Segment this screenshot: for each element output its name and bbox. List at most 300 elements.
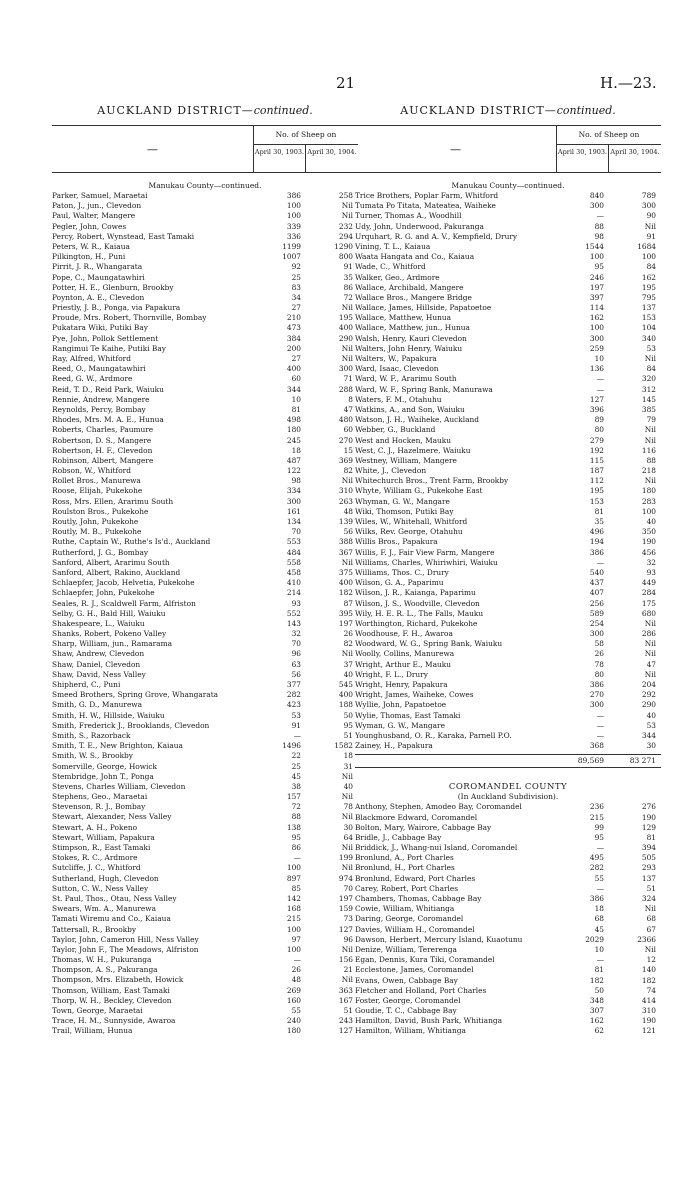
section-heading: Manukau County—continued. [148, 181, 262, 190]
sheep-1904: 789 [641, 191, 656, 200]
sheep-1904: Nil [644, 435, 656, 445]
table-row [355, 303, 661, 313]
sheep-1904: 197 [338, 618, 353, 628]
sheep-1904: Nil [644, 618, 656, 628]
sheep-1903: 840 [589, 191, 604, 200]
owner-name: Rollet Bros., Manurewa [52, 476, 141, 486]
sheep-1903: 100 [286, 201, 301, 211]
table-row [52, 619, 358, 629]
owner-name: Wallace, James, Hillside, Papatoetoe [355, 303, 492, 313]
sheep-1904: 312 [641, 384, 656, 394]
owner-name: Shaw, Daniel, Clevedon [52, 659, 141, 669]
owner-name: Smith, H. W., Hillside, Waiuku [52, 710, 165, 720]
sheep-1904: 79 [646, 415, 656, 425]
table-row [52, 222, 358, 232]
table-body [52, 191, 358, 1037]
sheep-1904: 159 [338, 904, 353, 914]
table-row [52, 833, 358, 843]
table-row [355, 242, 661, 252]
sheep-1903: 282 [589, 863, 604, 873]
table-row [52, 904, 358, 914]
sheep-1903: 10 [594, 944, 604, 954]
owner-name: Woodward, W. G., Spring Bank, Waiuku [355, 639, 503, 649]
table-row [355, 486, 661, 496]
sheep-1904: 100 [641, 252, 656, 262]
owner-name: Thomson, William, East Tamaki [52, 985, 170, 995]
sheep-1904: 263 [338, 496, 353, 506]
name-column-header: — [355, 126, 557, 172]
owner-name: Robinson, Albert, Mangere [52, 455, 154, 465]
sheep-1904: 292 [641, 690, 656, 700]
sheep-1904: 121 [641, 1026, 656, 1036]
owner-name: Roulston Bros., Pukekohe [52, 506, 149, 516]
sheep-1904: 12 [646, 955, 656, 965]
owner-name: Waata Hangata and Co., Kaiaua [355, 252, 475, 262]
table-row [52, 588, 358, 598]
left-column [52, 104, 358, 1037]
owner-name: Wilks, Rev. George, Otahuhu [355, 527, 463, 537]
table-row [355, 334, 661, 344]
sheep-1903: 45 [291, 771, 301, 781]
sheep-1903: 48 [291, 975, 301, 985]
sheep-1903: 83 [291, 282, 301, 292]
total-1904: 83 271 [629, 756, 656, 766]
sheep-1904: 197 [338, 893, 353, 903]
sheep-1903: 240 [286, 1016, 301, 1026]
sheep-1903: 10 [594, 354, 604, 363]
owner-name: Hamilton, William, Whitianga [355, 1026, 466, 1036]
table-row [52, 772, 358, 782]
owner-name: Wiki, Thomson, Putiki Bay [355, 506, 454, 516]
sheep-1903: 487 [286, 455, 301, 465]
sheep-1903: 194 [589, 537, 604, 547]
sheep-1903: 236 [589, 802, 604, 812]
right-column [355, 104, 661, 1037]
sheep-1904: 449 [641, 578, 656, 588]
sheep-1904: 53 [646, 720, 656, 730]
table-row [52, 731, 358, 741]
owner-name: Town, George, Maraetai [52, 1006, 143, 1015]
sheep-1904: 93 [646, 567, 656, 577]
total-row [355, 754, 661, 768]
owner-name: Stembridge, John T., Ponga [52, 771, 154, 781]
report-reference: H.—23. [600, 74, 657, 92]
table-row [52, 884, 358, 894]
sheep-1904: 86 [343, 282, 353, 292]
owner-name: Fletcher and Holland, Port Charles [355, 985, 487, 995]
sheep-1903: 282 [286, 690, 301, 700]
table-row [52, 283, 358, 293]
year-1903-header: April 30, 1903. [557, 145, 609, 172]
table-row [52, 507, 358, 517]
table-row [52, 364, 358, 374]
sheep-1904: 167 [338, 995, 353, 1005]
owner-name: Chambers, Thomas, Cabbage Bay [355, 894, 482, 903]
owner-name: Watson, J. H., Waiheke, Auckland [355, 415, 479, 425]
owner-name: Trace, H. M., Sunnyside, Awaroa [52, 1016, 176, 1026]
owner-name: Pegler, John, Cowes [52, 221, 127, 231]
owner-name: Zainey, H., Papakura [355, 741, 433, 751]
sheep-1904: 71 [343, 374, 353, 384]
sheep-1903: 498 [286, 415, 301, 425]
table-row [52, 741, 358, 751]
sheep-1904: 375 [338, 567, 353, 577]
sheep-1903: 72 [291, 802, 301, 812]
sheep-1904: 129 [641, 822, 656, 832]
sheep-1904: Nil [341, 303, 353, 313]
table-row [52, 323, 358, 333]
sheep-1903: 246 [589, 272, 604, 282]
owner-name: Wyllie, John, Papatoetoe [355, 700, 447, 710]
sheep-1903: — [596, 710, 604, 720]
owner-name: Walker, Geo., Ardmore [355, 272, 440, 282]
owner-name: Thorp, W. H., Beckley, Clevedon [52, 995, 172, 1005]
sheep-1903: — [596, 384, 604, 394]
sheep-1903: 397 [589, 292, 604, 302]
table-row [355, 863, 661, 873]
table-row [355, 548, 661, 558]
owner-name: Bolton, Mary, Wairore, Cabbage Bay [355, 822, 492, 832]
sheep-1904: 84 [646, 364, 656, 374]
table-row [355, 201, 661, 211]
sheep-1904: 53 [646, 343, 656, 353]
owner-name: Ruthe, Captain W., Ruthe's Is'd., Auckland [52, 537, 211, 547]
district-heading: AUCKLAND DISTRICT—continued. [400, 104, 616, 117]
owner-name: Shipherd, C., Puni [52, 680, 121, 689]
owner-name: Woolly, Collins, Manurewa [355, 649, 455, 659]
table-row [355, 904, 661, 914]
sheep-1903: 143 [286, 618, 301, 628]
table-row [52, 578, 358, 588]
sheep-1903: — [596, 374, 604, 384]
owner-name: Willis, F. J., Fair View Farm, Mangere [355, 547, 495, 557]
sheep-1903: 386 [589, 894, 604, 903]
sheep-1903: 153 [589, 496, 604, 506]
owner-name: Trice Brothers, Poplar Farm, Whitford [355, 191, 499, 200]
owner-name: Robertson, D. S., Mangere [52, 435, 152, 445]
owner-name: Stevenson, R. J., Bombay [52, 802, 146, 812]
sheep-1904: 320 [641, 374, 656, 384]
sheep-1903: 300 [589, 629, 604, 639]
table-row [355, 415, 661, 425]
table-row [52, 782, 358, 792]
sheep-1904: 21 [343, 965, 353, 975]
table-row [355, 252, 661, 262]
table-row [355, 670, 661, 680]
sheep-1904: Nil [644, 354, 656, 363]
table-row [52, 568, 358, 578]
table-header [355, 125, 661, 173]
sheep-1904: Nil [341, 211, 353, 221]
sheep-1904: 81 [646, 832, 656, 842]
owner-name: West and Hocken, Mauku [355, 435, 452, 445]
sheep-1904: 74 [646, 985, 656, 995]
sheep-1903: 256 [589, 598, 604, 608]
sheep-1903: 134 [286, 517, 301, 526]
owner-name: Peters, W. R., Kaiaua [52, 241, 130, 251]
sheep-1903: — [293, 730, 301, 740]
sheep-1903: 112 [589, 476, 604, 486]
sheep-1904: 78 [343, 802, 353, 812]
owner-name: Somerville, George, Howick [52, 761, 158, 771]
sheep-1903: 300 [589, 333, 604, 343]
owner-name: Proude, Mrs. Robert, Thornville, Bombay [52, 313, 207, 323]
table-row [355, 313, 661, 323]
owner-name: Sutcliffe, J. C., Whitford [52, 863, 141, 873]
owner-name: Potter, H. E., Glenburn, Brookby [52, 282, 174, 292]
sheep-1904: 344 [641, 730, 656, 740]
table-row [355, 639, 661, 649]
owner-name: Taylor, John F., The Meadows, Alfriston [52, 944, 199, 954]
owner-name: Thomas, W. H., Pukuranga [52, 955, 152, 965]
table-row [355, 222, 661, 232]
table-row [52, 751, 358, 761]
owner-name: Anthony, Stephen, Amodeo Bay, Coromandel [355, 802, 522, 812]
sheep-1904: 394 [641, 843, 656, 853]
sheep-1903: 162 [589, 1016, 604, 1026]
sheep-1903: 215 [589, 812, 604, 822]
sheep-1904: 127 [338, 924, 353, 934]
year-1904-header: April 30, 1904. [610, 148, 660, 156]
year-1904-header: April 30, 1904. [307, 148, 357, 156]
sheep-1903: 168 [286, 904, 301, 914]
sheep-1904: 300 [338, 364, 353, 374]
owner-name: Seales, R. J., Scaldwell Farm, Alfriston [52, 598, 196, 608]
table-row [355, 354, 661, 364]
owner-name: Ward, W. F., Spring Bank, Manurawa [355, 384, 493, 394]
table-row [355, 629, 661, 639]
owner-name: Wade, C., Whitford [355, 262, 426, 272]
sheep-1903: — [596, 843, 604, 853]
owner-name: Ray, Alfred, Whitford [52, 354, 131, 363]
sheep-1904: 199 [338, 853, 353, 863]
sheep-1904: 243 [338, 1016, 353, 1026]
sheep-1904: 88 [646, 455, 656, 465]
owner-name: Turner, Thomas A., Woodhill [355, 211, 462, 221]
sheep-1903: 58 [594, 639, 604, 649]
table-row [52, 762, 358, 772]
table-row [52, 497, 358, 507]
sheep-1903: 407 [589, 588, 604, 598]
table-row [52, 680, 358, 690]
owner-name: Webber, G., Buckland [355, 425, 436, 435]
table-row [52, 894, 358, 904]
sheep-1904: Nil [644, 221, 656, 231]
owner-name: Paul, Walter, Mangere [52, 211, 136, 221]
table-body [355, 802, 661, 1036]
sheep-1903: 25 [291, 272, 301, 282]
sheep-1903: — [596, 720, 604, 730]
sheep-count-header: No. of Sheep on [557, 126, 661, 145]
sheep-1904: 395 [338, 608, 353, 618]
sheep-1903: 95 [594, 262, 604, 272]
sheep-1903: 78 [594, 659, 604, 669]
sheep-1903: 215 [286, 914, 301, 924]
owner-name: Bronlund, Edward, Port Charles [355, 873, 476, 883]
sheep-1903: 96 [291, 649, 301, 659]
table-row [355, 945, 661, 955]
sheep-1903: 300 [286, 496, 301, 506]
sheep-1904: 400 [338, 578, 353, 588]
sheep-1903: 55 [291, 1006, 301, 1015]
table-body [355, 191, 661, 751]
table-row [52, 262, 358, 272]
sheep-1903: 195 [589, 486, 604, 496]
table-row [52, 945, 358, 955]
sheep-1904: 104 [641, 323, 656, 333]
owner-name: Roberts, Charles, Paumure [52, 425, 154, 435]
owner-name: Stimpson, R., East Tamaki [52, 843, 151, 852]
table-row [355, 568, 661, 578]
sheep-1904: 51 [343, 730, 353, 740]
owner-name: Egan, Dennis, Kura Tiki, Coramandel [355, 955, 495, 965]
sheep-1904: 190 [641, 537, 656, 547]
table-row [355, 476, 661, 486]
sheep-1904: 91 [646, 231, 656, 241]
table-row [52, 456, 358, 466]
owner-name: Rangimui Te Kaihe, Putiki Bay [52, 343, 166, 353]
sheep-1903: 552 [286, 608, 301, 618]
table-row [355, 965, 661, 975]
owner-name: Stokes, R. C., Ardmore [52, 853, 138, 863]
sheep-1903: — [596, 883, 604, 893]
owner-name: Percy, Robert, Wynstead, East Tamaki [52, 231, 195, 241]
sheep-1903: 495 [589, 853, 604, 863]
sheep-1903: 162 [589, 313, 604, 323]
owner-name: Wily, H. E. R. L., The Falls, Mauku [355, 608, 484, 618]
owner-name: Watkins, A., and Son, Waiuku [355, 404, 465, 414]
sheep-1904: 290 [641, 700, 656, 710]
table-row [355, 374, 661, 384]
sheep-1904: 324 [641, 894, 656, 903]
table-row [52, 293, 358, 303]
sheep-1903: 259 [589, 343, 604, 353]
sheep-1904: Nil [644, 649, 656, 659]
sheep-1903: 45 [594, 924, 604, 934]
owner-name: Pukatara Wiki, Putiki Bay [52, 323, 148, 333]
sheep-1904: Nil [341, 792, 353, 802]
table-row [52, 527, 358, 537]
sheep-1903: 437 [589, 578, 604, 588]
table-row [355, 649, 661, 659]
table-row [52, 436, 358, 446]
table-row [52, 1006, 358, 1016]
sheep-1903: 484 [286, 547, 301, 557]
sheep-1904: 96 [343, 934, 353, 944]
table-row [355, 232, 661, 242]
owner-name: Whyman, G. W., Mangare [355, 496, 450, 506]
sheep-1904: 90 [646, 211, 656, 221]
owner-name: Tattersall, R., Brookby [52, 924, 137, 934]
owner-name: Trail, William, Hunua [52, 1026, 133, 1036]
sheep-1903: — [596, 955, 604, 965]
sheep-1903: — [596, 730, 604, 740]
owner-name: Rhodes, Mrs. M. A. E., Hunua [52, 415, 164, 425]
owner-name: Smeed Brothers, Spring Grove, Whangarata [52, 690, 219, 700]
owner-name: Worthington, Richard, Pukekohe [355, 618, 478, 628]
sheep-1904: 30 [343, 822, 353, 832]
sheep-1903: — [293, 853, 301, 863]
sheep-1904: 56 [343, 527, 353, 537]
owner-name: Carey, Robert, Port Charles [355, 883, 459, 893]
sheep-1903: 334 [286, 486, 301, 496]
table-row [355, 721, 661, 731]
table-row [355, 283, 661, 293]
owner-name: Sutton, C. W., Ness Valley [52, 883, 149, 893]
sheep-1903: — [596, 211, 604, 221]
sheep-1904: 91 [343, 262, 353, 272]
table-row [52, 425, 358, 435]
owner-name: Tamati Wiremu and Co., Kaiaua [52, 914, 171, 924]
table-row [52, 823, 358, 833]
sheep-1903: 88 [594, 221, 604, 231]
owner-name: Taylor, John, Cameron Hill, Ness Valley [52, 934, 199, 944]
table-row [52, 863, 358, 873]
table-row [52, 700, 358, 710]
sheep-1903: 386 [286, 191, 301, 200]
sheep-1903: 270 [589, 690, 604, 700]
sheep-1904: 50 [343, 710, 353, 720]
sheep-1903: 27 [291, 303, 301, 313]
owner-name: Wallace, Matthew, jun., Hunua [355, 323, 470, 333]
table-header [52, 125, 358, 173]
sheep-1904: Nil [341, 649, 353, 659]
owner-name: Parker, Samuel, Maraetai [52, 191, 148, 200]
table-row [355, 935, 661, 945]
owner-name: Sharp, William, jun., Ramarama [52, 639, 172, 649]
table-row [52, 537, 358, 547]
sheep-1904: 40 [343, 669, 353, 679]
sheep-1904: 293 [641, 863, 656, 873]
sheep-1904: Nil [341, 343, 353, 353]
table-row [355, 446, 661, 456]
owner-name: Wiles, W., Whitehall, Whitford [355, 517, 468, 526]
table-row [355, 497, 661, 507]
table-row [52, 395, 358, 405]
table-row [355, 558, 661, 568]
sheep-1903: — [596, 557, 604, 567]
owner-name: Shanks, Robert, Pokeno Valley [52, 629, 167, 639]
owner-name: Blackmore Edward, Coromandel [355, 812, 478, 822]
table-row [52, 211, 358, 221]
sheep-1903: 377 [286, 680, 301, 689]
sheep-1903: 423 [286, 700, 301, 710]
table-row [355, 619, 661, 629]
sheep-1904: 456 [641, 547, 656, 557]
sheep-1903: 589 [589, 608, 604, 618]
table-row [52, 466, 358, 476]
sheep-1904: Nil [644, 669, 656, 679]
owner-name: Wallace Bros., Mangere Bridge [355, 292, 472, 302]
sheep-1903: 34 [291, 292, 301, 302]
owner-name: Wright, F. L., Drury [355, 669, 428, 679]
table-row [52, 558, 358, 568]
owner-name: West, C. J., Hazelmere, Waiuku [355, 445, 471, 455]
table-row [355, 527, 661, 537]
sheep-1904: Nil [341, 843, 353, 852]
sheep-1904: Nil [644, 639, 656, 649]
table-row [52, 303, 358, 313]
sheep-1904: 310 [338, 486, 353, 496]
table-row [52, 996, 358, 1006]
sheep-1903: 56 [291, 669, 301, 679]
sheep-1904: 414 [641, 995, 656, 1005]
sheep-1903: 269 [286, 985, 301, 995]
owner-name: St. Paul, Thos., Otau, Ness Valley [52, 893, 177, 903]
owner-name: Rutherford, J. G., Bombay [52, 547, 149, 557]
sheep-1904: 284 [641, 588, 656, 598]
owner-name: Stewart, Alexander, Ness Valley [52, 812, 172, 822]
